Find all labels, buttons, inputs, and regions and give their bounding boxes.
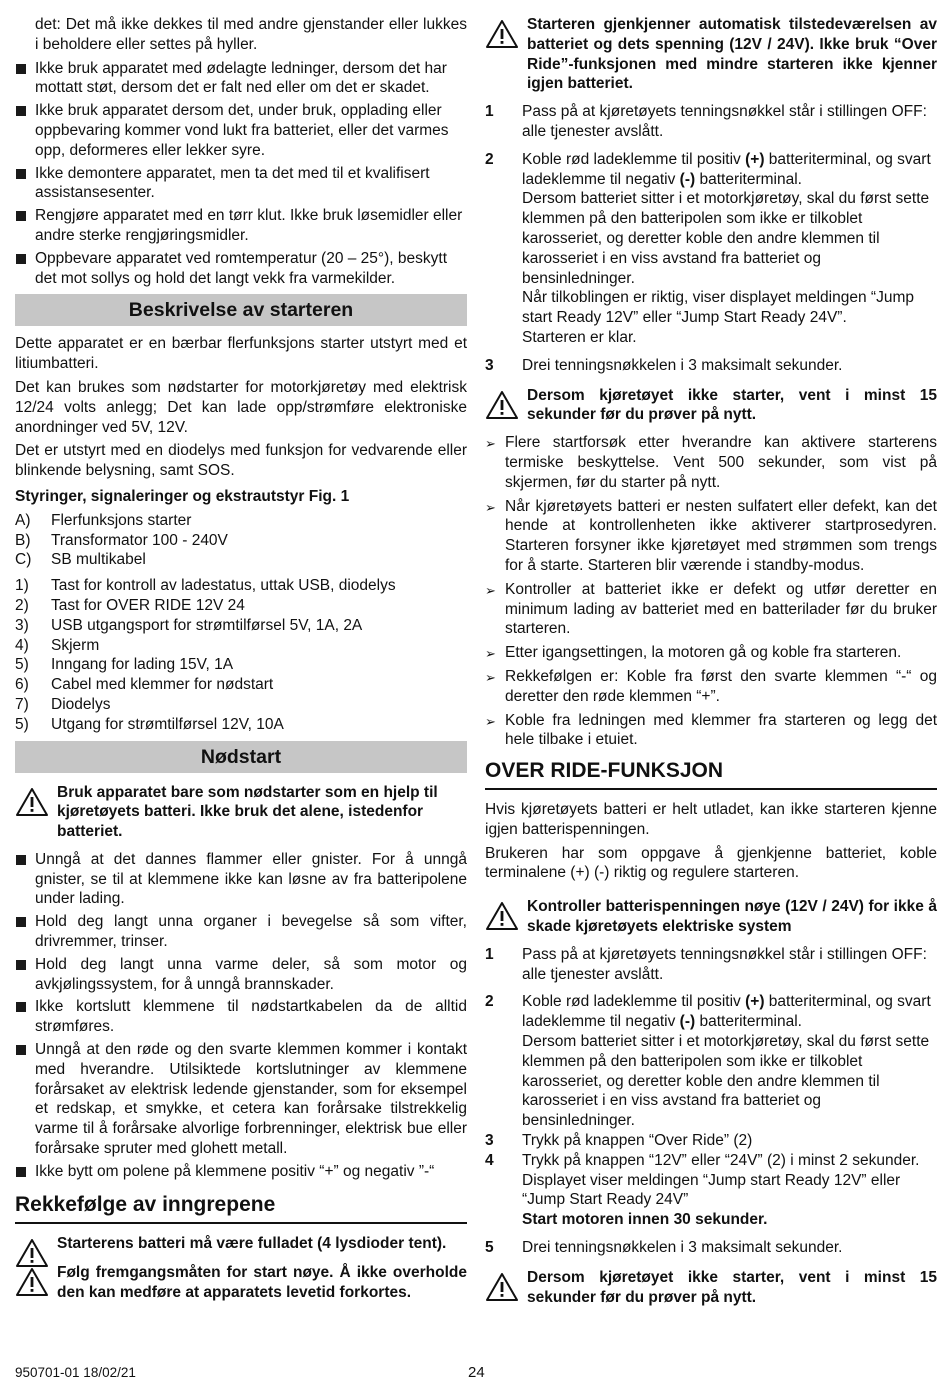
section-heading-override: OVER RIDE-FUNKSJON <box>485 758 937 790</box>
list-item: Rengjøre apparatet med en tørr klut. Ikke bruk løsemidler eller andre sterke rengjøringsmidler. <box>15 206 467 246</box>
step-item: 1 Pass på at kjøretøyets tenningsnøkkel står i stillingen OFF: alle tjenester avslått. <box>485 103 927 140</box>
list-item: Ikke demontere apparatet, men ta det med til et kvalifisert assistansesenter. <box>15 164 467 204</box>
description-paragraph: Det kan brukes som nødstarter for motorkjøretøy med elektrisk 12/24 volts anlegg; Det kan lade opp/strømføre elektroniske anordninger ved 5V, 12V. <box>15 378 467 436</box>
description-paragraph: Dette apparatet er en bærbar flerfunksjons starter utstyrt med et litiumbatteri. <box>15 335 467 373</box>
warning-note: Starterens batteri må være fulladet (4 lysdioder tent). <box>15 1234 467 1254</box>
list-item: A) Flerfunksjons starter <box>15 511 192 529</box>
list-item: Hold deg langt unna organer i bevegelse så som vifter, drivremmer, trinser. <box>15 912 467 952</box>
square-bullet-icon <box>16 960 26 970</box>
warning-note: Dersom kjøretøyet ikke starter, vent i minst 15 sekunder før du prøver på nytt. <box>485 386 937 426</box>
tips-list <box>485 433 937 750</box>
warning-note: Følg fremgangsmåten for start nøye. Å ikke overholde den kan medføre at apparatets levetid forkortes. <box>15 1263 467 1303</box>
arrow-bullet-icon: ➢ <box>485 436 496 452</box>
warning-triangle-icon <box>15 787 49 817</box>
arrow-bullet-icon: ➢ <box>485 499 496 515</box>
arrow-bullet-icon: ➢ <box>485 669 496 685</box>
square-bullet-icon <box>16 64 26 74</box>
list-item: Unngå at det dannes flammer eller gnister. For å unngå gnister, se til at klemmene ikke kan løsne av fra batteripolene under lading. <box>15 850 467 909</box>
section-heading-description: Beskrivelse av starteren <box>15 294 467 326</box>
controls-list <box>15 576 467 734</box>
list-item: 7) Diodelys <box>15 695 111 713</box>
square-bullet-icon <box>16 1002 26 1012</box>
step-item: 3 Drei tenningsnøkkelen i 3 maksimalt sekunder. <box>485 356 843 374</box>
section-heading-emergency-start: Nødstart <box>15 741 467 773</box>
override-steps <box>485 945 937 1258</box>
list-item: ➢ Etter igangsettingen, la motoren gå og koble fra starteren. <box>485 643 937 663</box>
list-item: Hold deg langt unna varme deler, så som motor og avkjølingssystem, for å unngå brannskader. <box>15 955 467 995</box>
page-number: 24 <box>468 1364 485 1381</box>
square-bullet-icon <box>16 917 26 927</box>
list-item: ➢ Når kjøretøyets batteri er nesten sulfatert eller defekt, kan det hende at kontrollenheten ikke aktiverer startprosedyren. Starteren forsyner ikke kjøretøyet med strømmen som trengs for å starte. Starteren blir værende i standby-modus. <box>485 497 937 574</box>
components-list <box>15 511 467 570</box>
warning-note: Bruk apparatet bare som nødstarter som en hjelp til kjøretøyets batteri. Ikke bruk det alene, istedenfor batteriet. <box>15 783 467 842</box>
list-item: ➢ Kontroller at batteriet ikke er defekt og utfør deretter en minimum lading av batteriet med en batterilader før du bruker starteren. <box>485 580 937 638</box>
list-item: Ikke bruk apparatet dersom det, under bruk, opplading eller oppbevaring kommer vond lukt fra batteriet, eller det varmes opp, deformeres eller lekker syre. <box>15 101 467 160</box>
arrow-bullet-icon: ➢ <box>485 713 496 729</box>
warning-triangle-icon <box>485 1272 519 1302</box>
warning-note: Starteren gjenkjenner automatisk tilstedeværelsen av batteriet og dets spenning (12V / 24V). Ikke bruk “Over Ride”-funksjonen med mindre starteren ikke kjenner igjen batteriet. <box>485 15 937 94</box>
square-bullet-icon <box>16 106 26 116</box>
bullet-continuation: det: Det må ikke dekkes til med andre gjenstander eller lukkes i beholdere eller settes på hyller. <box>35 16 467 53</box>
list-item: 4) Skjerm <box>15 636 100 654</box>
description-paragraph: Det er utstyrt med en diodelys med funksjon for vedvarende eller blinkende belysning, samt SOS. <box>15 442 467 480</box>
override-paragraph: Brukeren har som oppgave å gjenkjenne batteriet, koble terminalene (+) (-) riktig og regulere starteren. <box>485 844 937 882</box>
square-bullet-icon <box>16 254 26 264</box>
list-item: Ikke bytt om polene på klemmene positiv “+” og negativ ”-“ <box>15 1162 467 1182</box>
warning-triangle-icon <box>15 1267 49 1297</box>
list-item: 2) Tast for OVER RIDE 12V 24 <box>15 596 245 614</box>
list-item: 3) USB utgangsport for strømtilførsel 5V, 1A, 2A <box>15 616 363 634</box>
square-bullet-icon <box>16 855 26 865</box>
warning-triangle-icon <box>485 901 519 931</box>
list-item: 5) Inngang for lading 15V, 1A <box>15 656 234 674</box>
emergency-bullet-list <box>15 850 467 1182</box>
right-column <box>485 15 937 1315</box>
list-item: 6) Cabel med klemmer for nødstart <box>15 676 274 694</box>
arrow-bullet-icon: ➢ <box>485 582 496 598</box>
list-item: ➢ Rekkefølgen er: Koble fra først den svarte klemmen “-“ og deretter den røde klemmen “+”. <box>485 667 937 705</box>
step-item: 4 Trykk på knappen “12V” eller “24V” (2) i minst 2 sekunder. Displayet viser meldingen “Jump start Ready 12V” eller “Jump Start Ready 24V” Start motoren innen 30 sekunder. <box>485 1151 920 1229</box>
step-item: 3 Trykk på knappen “Over Ride” (2) <box>485 1132 753 1150</box>
arrow-bullet-icon: ➢ <box>485 646 496 662</box>
startup-steps <box>485 102 937 375</box>
step-item: 5 Drei tenningsnøkkelen i 3 maksimalt sekunder. <box>485 1239 843 1257</box>
override-paragraph: Hvis kjøretøyets batteri er helt utladet, kan ikke starteren kjenne igjen batterispenningen. <box>485 801 937 838</box>
list-item: Ikke bruk apparatet med ødelagte ledninger, dersom det har mottatt støt, dersom det er falt ned eller om det er skadet. <box>15 59 467 99</box>
list-item: B) Transformator 100 - 240V <box>15 531 228 549</box>
controls-heading: Styringer, signaleringer og ekstrautstyr Fig. 1 <box>15 487 350 505</box>
list-item: 1) Tast for kontroll av ladestatus, uttak USB, diodelys <box>15 577 396 595</box>
left-column <box>15 15 467 1311</box>
list-item: C) SB multikabel <box>15 551 146 569</box>
safety-bullet-list <box>15 59 467 289</box>
square-bullet-icon <box>16 169 26 179</box>
list-item: Unngå at den røde og den svarte klemmen kommer i kontakt med hverandre. Utilsiktede kortslutninger av klemmene forårsaket av elektrisk ledende gjenstander, som for eksempel et redskap, et smykke, et cetera kan forårsake tilstrekkelig varme til å forårsake alvorlige forbrenninger, elektrisk bue eller forårsake spruter med glohett metall. <box>15 1040 467 1159</box>
list-item: ➢ Flere startforsøk etter hverandre kan aktivere starterens termiske beskyttelse. Vent 500 sekunder, som vist på skjermen, før du starter på nytt. <box>485 434 937 491</box>
warning-note: Dersom kjøretøyet ikke starter, vent i minst 15 sekunder før du prøver på nytt. <box>485 1268 937 1308</box>
square-bullet-icon <box>16 211 26 221</box>
list-item: Ikke kortslutt klemmene til nødstartkabelen da de alltid strømføres. <box>15 997 467 1037</box>
square-bullet-icon <box>16 1045 26 1055</box>
section-heading-procedure: Rekkefølge av inngrepene <box>15 1192 467 1224</box>
list-item: Oppbevare apparatet ved romtemperatur (20 – 25°), beskytt det mot sollys og hold det langt vekk fra varmekilder. <box>15 249 467 289</box>
warning-triangle-icon <box>485 390 519 420</box>
step-item: 2 Koble rød ladeklemme til positiv (+) batteriterminal, og svart ladeklemme til negativ (-) batteriterminal. Dersom batteriet sitter i et motorkjøretøy, skal du først sette klemmen på den batteripolen som ikke er tilkoblet karosseriet, og deretter koble den andre klemmen til karosseriet i en viss avstand fra batteriet og bensinledninger. Når tilkoblingen er riktig, viser displayet meldingen “Jump start Ready 12V” eller “Jump Start Ready 24V”. Starteren er klar. <box>485 150 931 346</box>
step-item: 2 Koble rød ladeklemme til positiv (+) batteriterminal, og svart ladeklemme til negativ (-) batteriterminal. Dersom batteriet sitter i et motorkjøretøy, skal du først sette klemmen på den batteripolen som ikke er tilkoblet karosseriet, og deretter koble den andre klemmen til karosseriet i en viss avstand fra batteriet og bensinledninger. <box>485 993 931 1130</box>
warning-triangle-icon <box>485 19 519 49</box>
warning-note: Kontroller batterispenningen nøye (12V / 24V) for ikke å skade kjøretøyets elektriske system <box>485 897 937 937</box>
square-bullet-icon <box>16 1167 26 1177</box>
document-code: 950701-01 18/02/21 <box>15 1365 136 1380</box>
list-item: ➢ Koble fra ledningen med klemmer fra starteren og legg det hele tilbake i etuiet. <box>485 711 937 749</box>
step-item: 1 Pass på at kjøretøyets tenningsnøkkel står i stillingen OFF: alle tjenester avslått. <box>485 945 927 983</box>
list-item: 5) Utgang for strømtilførsel 12V, 10A <box>15 715 284 733</box>
